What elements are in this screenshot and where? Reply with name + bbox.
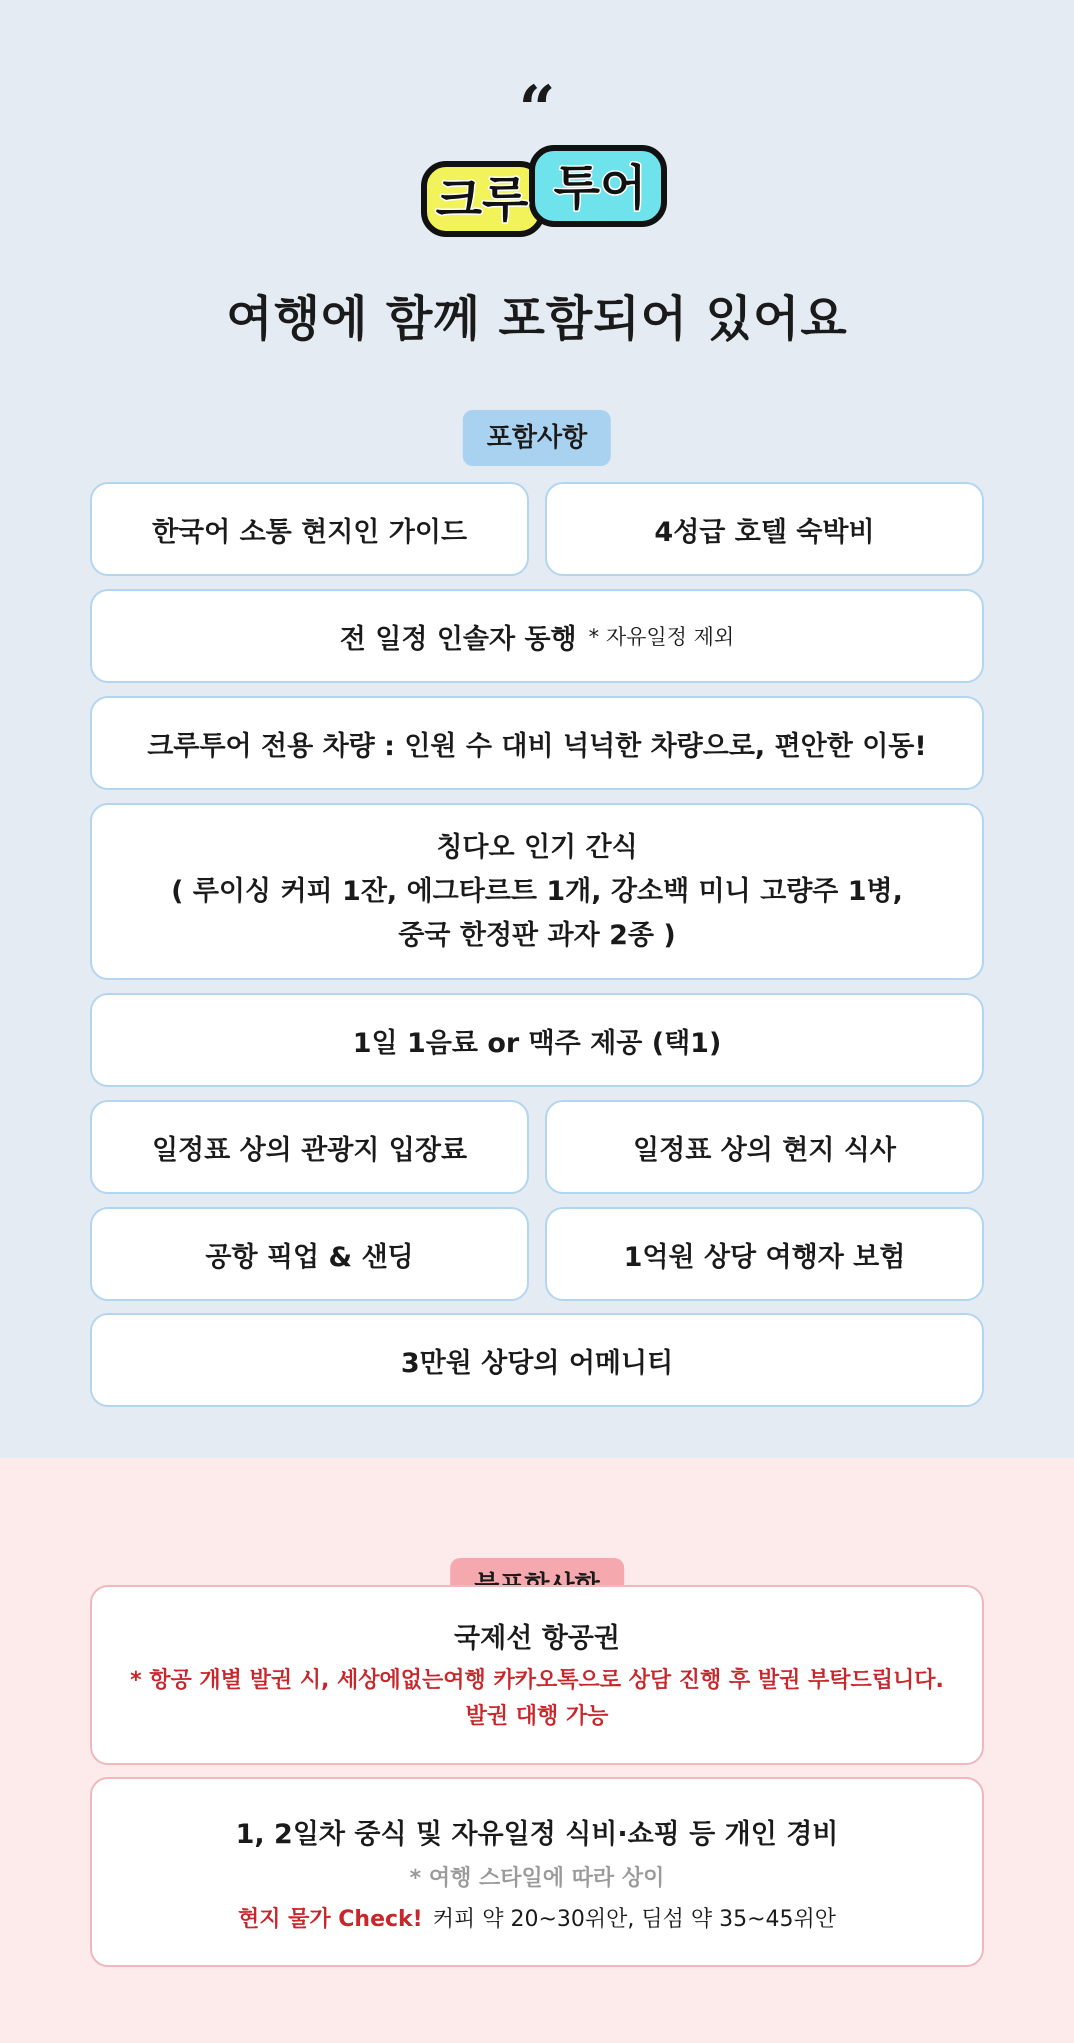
included-item-hotel [545, 482, 984, 576]
quote-mark: “ [518, 72, 556, 147]
item-note-red: 발권 대행 가능 [465, 1703, 609, 1729]
item-label: 1억원 상당 여행자 보험 [623, 1241, 906, 1273]
item-label: 공항 픽업 & 샌딩 [205, 1241, 414, 1273]
item-note-gray: * 여행 스타일에 따라 상이 [409, 1865, 665, 1891]
logo-text-crew: 크루 [435, 172, 529, 228]
price-check-text: 커피 약 20~30위안, 딤섬 약 35~45위안 [432, 1906, 837, 1932]
excluded-item-personal-expenses [90, 1777, 984, 1967]
included-item-vehicle [90, 696, 984, 790]
item-line: ( 루이싱 커피 1잔, 에그타르트 1개, 강소백 미니 고량주 1병, [171, 875, 903, 907]
page-headline: 여행에 함께 포함되어 있어요 [226, 291, 848, 347]
item-line: 중국 한정판 과자 2종 ) [398, 919, 676, 951]
item-note: * 자유일정 제외 [588, 625, 735, 649]
price-check-line [238, 1902, 836, 1933]
included-item-escort [90, 589, 984, 683]
item-label: 1일 1음료 or 맥주 제공 (택1) [352, 1027, 722, 1059]
item-label: 한국어 소통 현지인 가이드 [151, 516, 468, 548]
included-item-meals [545, 1100, 984, 1194]
item-note-red: * 항공 개별 발권 시, 세상에없는여행 카카오톡으로 상담 진행 후 발권 부탁드립니다. [130, 1667, 944, 1693]
item-label: 국제선 항공권 [454, 1622, 620, 1654]
price-check-label: 현지 물가 Check! [237, 1906, 423, 1932]
item-label: 일정표 상의 관광지 입장료 [151, 1134, 468, 1166]
item-label: 전 일정 인솔자 동행 [339, 623, 577, 655]
excluded-item-airfare [90, 1585, 984, 1765]
included-title-badge: 포함사항 [463, 410, 611, 466]
crewtour-logo [420, 140, 670, 252]
item-label: 크루투어 전용 차량 : 인원 수 대비 넉넉한 차량으로, 편안한 이동! [147, 730, 927, 762]
included-item-admission [90, 1100, 529, 1194]
included-item-insurance [545, 1207, 984, 1301]
logo-text-tour: 투어 [553, 160, 647, 216]
item-label: 일정표 상의 현지 식사 [633, 1134, 896, 1166]
included-item-snacks [90, 803, 984, 980]
included-item-guide [90, 482, 529, 576]
item-label: 3만원 상당의 어메니티 [400, 1347, 674, 1379]
item-label: 1, 2일차 중식 및 자유일정 식비·쇼핑 등 개인 경비 [235, 1818, 839, 1850]
included-item-amenity [90, 1313, 984, 1407]
item-label: 4성급 호텔 숙박비 [654, 516, 875, 548]
item-line: 칭다오 인기 간식 [436, 831, 638, 863]
included-item-airport-transfer [90, 1207, 529, 1301]
included-item-drink [90, 993, 984, 1087]
excluded-section [0, 1458, 1074, 2043]
